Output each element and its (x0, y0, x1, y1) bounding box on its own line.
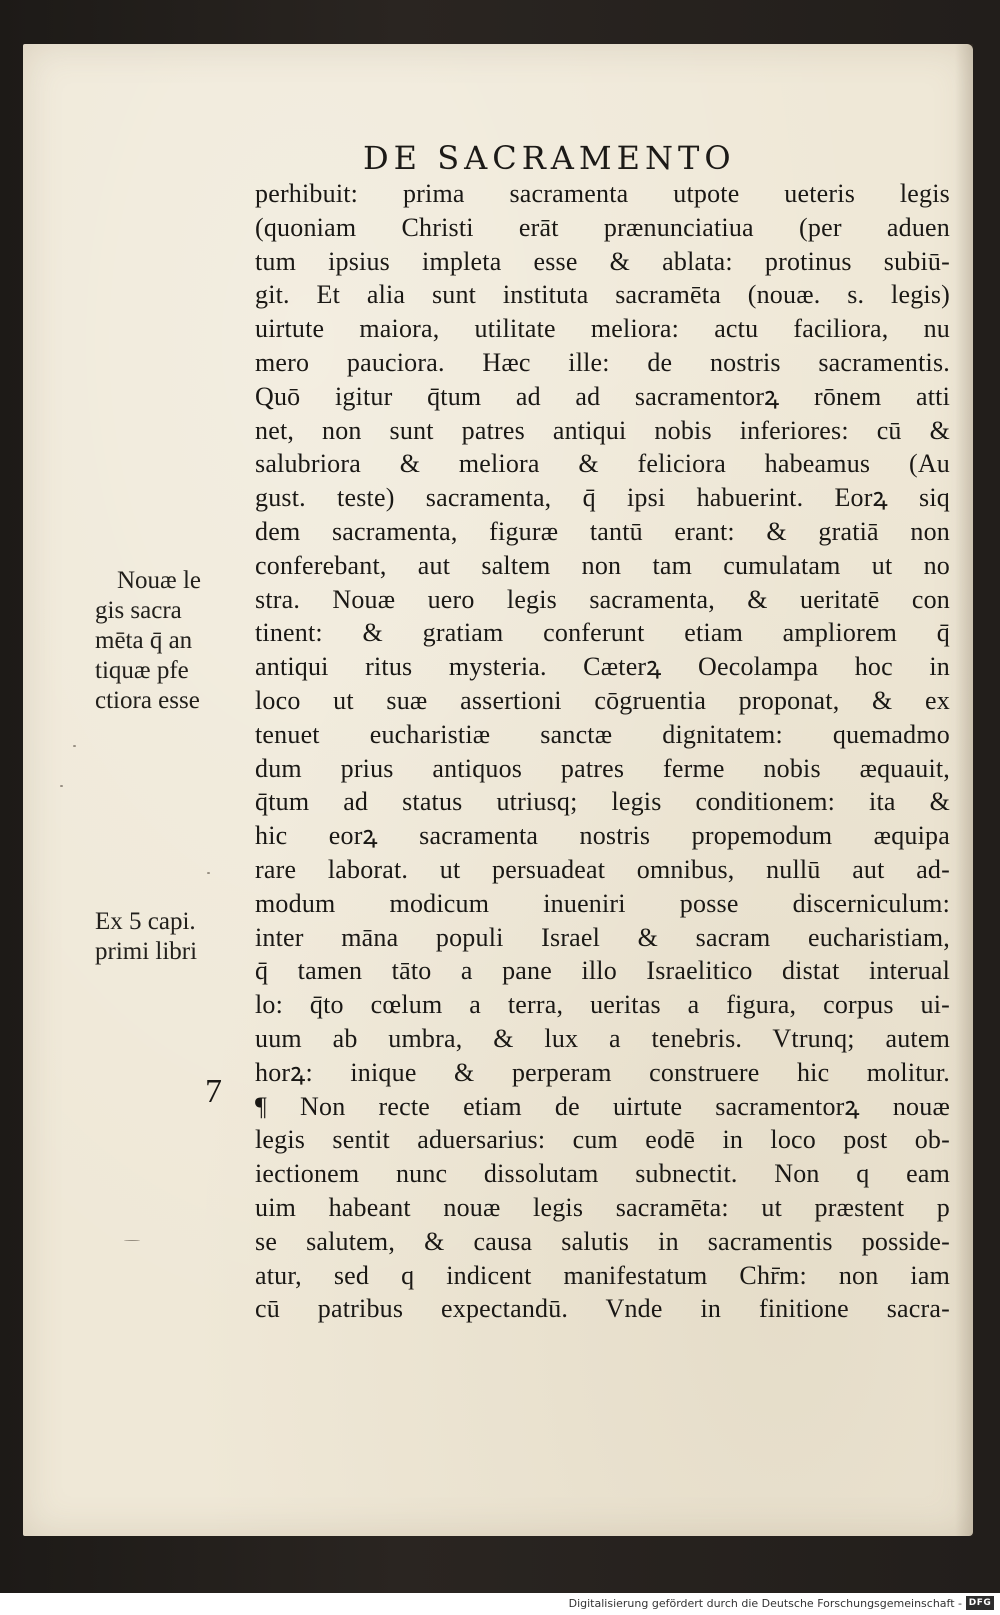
paper-speck (124, 1240, 140, 1241)
text-line: loco ut suæ assertioni cōgruentia proponat, & ex (255, 685, 950, 715)
text-line: (quoniam Christi erāt prænunciatiua (per aduen (255, 212, 950, 242)
text-line: net, non sunt patres antiqui nobis inferiores: cū & (255, 415, 950, 445)
text-line: q̄ tamen tāto a pane illo Israelitico distat interual (255, 956, 950, 986)
text-line: tenuet eucharistiæ sanctæ dignitatem: quemadmo (255, 719, 950, 749)
margin-note-line: Nouæ le (117, 567, 202, 594)
text-line: inter māna populi Israel & sacram eucharistiam, (255, 922, 950, 952)
text-line: uum ab umbra, & lux a tenebris. Vtrunq; autem (255, 1023, 950, 1053)
margin-note-line: gis sacra (95, 597, 182, 624)
margin-note-line: Ex 5 capi. (95, 908, 196, 935)
paper-speck (207, 872, 210, 874)
text-line: legis sentit aduersarius: cum eodē in loco post ob- (255, 1125, 950, 1155)
margin-note-line: tiquæ pfe (95, 657, 189, 684)
text-line: q̄tum ad status utriusq; legis conditionem: ita & (255, 787, 950, 817)
text-line: perhibuit: prima sacramenta utpote ueteris legis (255, 179, 950, 208)
text-line: stra. Nouæ uero legis sacramenta, & ueritatē con (255, 584, 950, 614)
text-line: rare laborat. ut persuadeat omnibus, nullū aut ad- (255, 854, 950, 884)
dfg-logo: DFG (966, 1596, 994, 1610)
text-line: antiqui ritus mysteria. Cæterꝝ Oecolampa hoc in (255, 652, 950, 682)
text-line: atur, sed q indicent manifestatum Chr̄m: non iam (255, 1260, 950, 1290)
text-line: salubriora & meliora & feliciora habeamus (Au (255, 449, 950, 479)
margin-note-chapter-ref (95, 907, 245, 967)
text-line: iectionem nunc dissolutam subnectit. Non q eam (255, 1159, 950, 1189)
margin-note-line: mēta q̄ an (95, 627, 193, 654)
text-line: uim habeant nouæ legis sacramēta: ut præstent p (255, 1192, 950, 1222)
text-line: cū patribus expectandū. Vnde in finitione sacra- (255, 1294, 950, 1324)
text-line: git. Et alia sunt instituta sacramēta (nouæ. s. legis) (255, 280, 950, 310)
text-line: Quō igitur q̄tum ad ad sacramentorꝝ rōnem atti (255, 381, 950, 411)
margin-note-new-law-sacraments (95, 566, 245, 716)
paper-speck (73, 745, 76, 747)
text-line: tinent: & gratiam conferunt etiam ampliorem q̄ (255, 618, 950, 648)
text-line: se salutem, & causa salutis in sacramentis posside- (255, 1226, 950, 1256)
running-head: DE SACRAMENTO (363, 139, 736, 177)
text-line: gust. teste) sacramenta, q̄ ipsi habuerint. Eorꝝ siq (255, 483, 950, 513)
text-line: uirtute maiora, utilitate meliora: actu faciliora, nu (255, 314, 950, 344)
text-line: dem sacramenta, figuræ tantū erant: & gratiā non (255, 516, 950, 546)
text-line: conferebant, aut saltem non tam cumulatam ut no (255, 550, 950, 580)
funding-credit: Digitalisierung gefördert durch die Deutsche Forschungsgemeinschaft - (568, 1597, 962, 1610)
text-line: dum prius antiquos patres ferme nobis æquauit, (255, 753, 950, 783)
margin-note-line: primi libri (95, 938, 198, 965)
text-line: lo: q̄to cœlum a terra, ueritas a figura, corpus ui- (255, 990, 950, 1020)
text-line: mero pauciora. Hæc ille: de nostris sacramentis. (255, 347, 950, 377)
text-line: horꝝ: inique & perperam construere hic molitur. (255, 1057, 950, 1087)
paper-speck (60, 785, 63, 787)
text-line: ¶ Non recte etiam de uirtute sacramentorꝝ nouæ (255, 1091, 950, 1121)
text-line: hic eorꝝ sacramenta nostris propemodum æquipa (255, 821, 950, 851)
page-edge-shadow (955, 44, 973, 1536)
text-line: modum modicum inueniri posse discerniculum: (255, 888, 950, 918)
body-text (255, 177, 955, 1326)
section-number: 7 (205, 1073, 222, 1110)
text-line: tum ipsius impleta esse & ablata: protinus subiū- (255, 246, 950, 276)
margin-note-line: ctiora esse (95, 687, 200, 714)
footer-bar (0, 1593, 1000, 1615)
